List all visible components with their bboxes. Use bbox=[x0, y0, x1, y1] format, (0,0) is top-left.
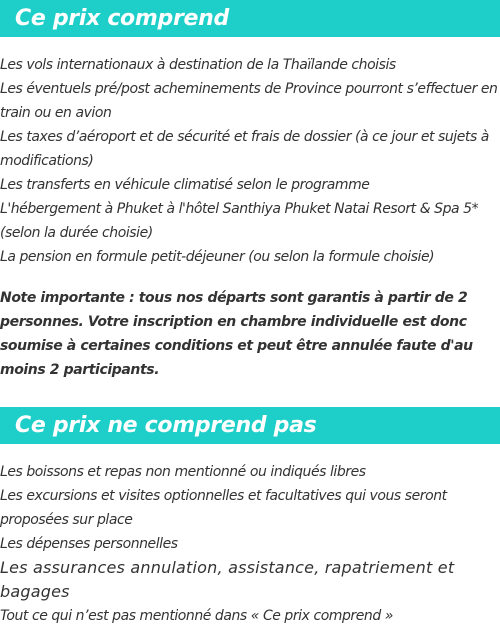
list-item: Les taxes d’aéroport et de sécurité et frais de dossier (à ce jour et sujets à modifications) bbox=[0, 129, 489, 169]
list-item: Les boissons et repas non mentionné ou indiqués libres bbox=[0, 464, 366, 480]
includes-list bbox=[0, 53, 500, 269]
important-note: Note importante : tous nos départs sont garantis à partir de 2 personnes. Votre inscription en chambre individuelle est donc soumise à certaines conditions et peut être annulée faute d'au moins 2 participants. bbox=[0, 290, 473, 378]
list-item: Les vols internationaux à destination de la Thaïlande choisis bbox=[0, 57, 396, 73]
list-item: L'hébergement à Phuket à l'hôtel Santhiya Phuket Natai Resort & Spa 5* (selon la durée choisie) bbox=[0, 201, 479, 241]
list-item: Les dépenses personnelles bbox=[0, 536, 178, 552]
list-item: Tout ce qui n’est pas mentionné dans « Ce prix comprend » bbox=[0, 608, 393, 624]
list-item: Les transferts en véhicule climatisé selon le programme bbox=[0, 177, 370, 193]
list-item: Les éventuels pré/post acheminements de Province pourront s’effectuer en train ou en avion bbox=[0, 81, 498, 121]
includes-section-title: Ce prix comprend bbox=[0, 0, 500, 37]
list-item: Les assurances annulation, assistance, rapatriement et bagages bbox=[0, 558, 455, 601]
excludes-list bbox=[0, 460, 500, 628]
list-item: Les excursions et visites optionnelles et facultatives qui vous seront proposées sur place bbox=[0, 488, 447, 528]
excludes-section-title: Ce prix ne comprend pas bbox=[0, 407, 500, 444]
list-item: La pension en formule petit-déjeuner (ou selon la formule choisie) bbox=[0, 249, 435, 265]
